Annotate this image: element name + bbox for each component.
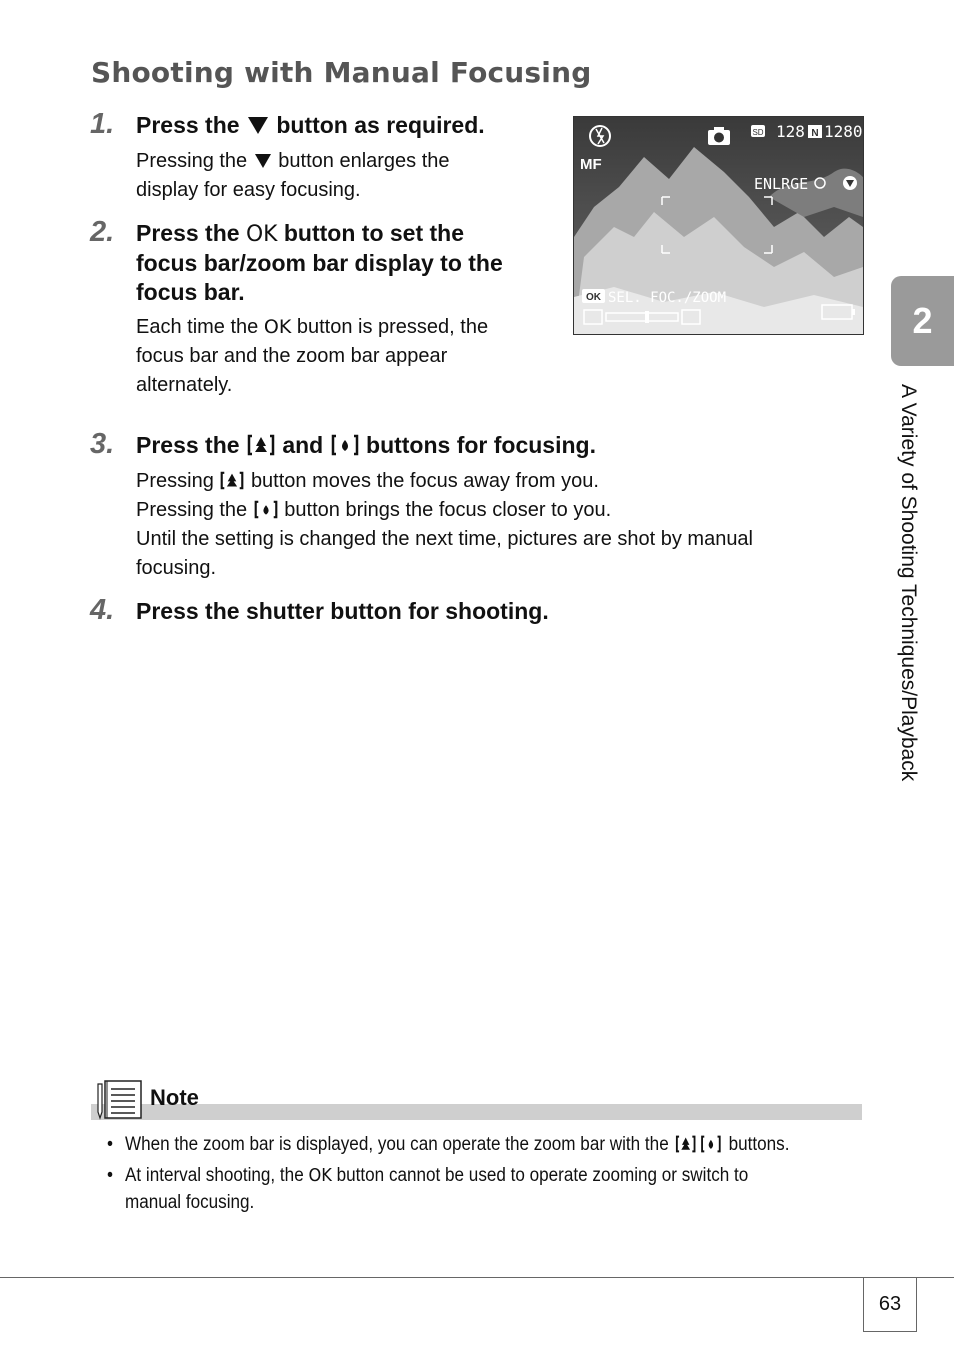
step-1-body-b: button enlarges the [278,150,450,172]
chapter-tab: 2 [891,276,954,366]
step-2-heading-a: Press the [136,220,240,246]
step-4-number: 4. [90,594,115,626]
down-arrow-icon [255,154,271,168]
ok-button-glyph: OK [245,222,278,247]
step-3-body-4: focusing. [136,557,217,579]
focus-bar-indicator [645,311,649,323]
lcd-image-size: 1280 [824,122,863,141]
note-item-1-b: buttons. [728,1134,790,1155]
step-1-heading-a: Press the [136,112,240,138]
lcd-quality-text: N [811,128,819,139]
step-3-heading-b: and [282,432,324,458]
step-3-body-1b: button moves the focus away from you. [250,470,599,492]
step-3-number: 3. [90,428,115,460]
lcd-mode-mf: MF [580,156,602,173]
step-1-body [136,147,450,205]
step-2-number: 2. [90,216,115,248]
camera-lcd-screenshot [573,116,864,335]
step-1-heading [136,111,485,140]
step-3-heading-a: Press the [136,432,240,458]
step-2-body [136,313,488,400]
focus-near-button-icon [700,1135,723,1153]
step-3-body-2b: button brings the focus closer to you. [284,499,612,521]
step-1-body-c: display for easy focusing. [136,179,361,201]
step-1-body-a: Pressing the [136,150,248,172]
ok-button-glyph: OK [263,316,292,338]
footer-rule [0,1277,954,1278]
page-title: Shooting with Manual Focusing [91,56,592,89]
step-2-body-c: focus bar and the zoom bar appear [136,345,448,367]
note-item-2-b: button cannot be used to operate zooming or switch to manual focusing. [125,1165,749,1213]
note-list [107,1131,791,1220]
step-3-heading-c: buttons for focusing. [366,432,596,458]
chapter-side-label: A Variety of Shooting Techniques/Playback [897,384,920,782]
note-header-bar [91,1104,862,1120]
down-arrow-icon [248,117,268,134]
step-1-number: 1. [90,108,115,140]
focus-far-button-icon [247,434,275,456]
step-2-heading-d: focus bar. [136,279,245,305]
lcd-select-text: SEL. FOC./ZOOM [608,290,727,306]
lcd-enlarge-text: ENLRGE [754,175,809,193]
step-2-heading [136,219,556,307]
step-3-body-3: Until the setting is changed the next time, pictures are shot by manual [136,528,754,550]
step-3-body-2a: Pressing the [136,499,248,521]
lcd-scene [574,117,863,334]
note-pad-icon [95,1080,143,1120]
lcd-ok-key-text: OK [586,292,601,303]
note-item [107,1131,791,1158]
step-4-heading: Press the shutter button for shooting. [136,598,549,624]
step-1-heading-b: button as required. [276,112,485,138]
lcd-sd-text: SD [752,128,764,137]
focus-near-button-icon [254,500,278,519]
step-2-body-a: Each time the [136,316,259,338]
focus-far-button-icon [220,471,244,490]
step-2-body-d: alternately. [136,374,233,396]
lcd-shots-remaining: 128 [776,122,805,141]
focus-near-button-icon [331,434,359,456]
step-3-heading [136,431,596,460]
focus-far-button-icon [674,1135,697,1153]
note-item [107,1162,791,1216]
step-3-body-1a: Pressing [136,470,214,492]
step-2-heading-b: button to set the [283,220,465,246]
step-2-heading-c: focus bar/zoom bar display to the [136,250,503,276]
page-number: 63 [863,1277,917,1332]
note-item-1-a: When the zoom bar is displayed, you can operate the zoom bar with the [125,1134,669,1155]
step-3-body [136,467,753,583]
note-item-2-a: At interval shooting, the [125,1165,304,1186]
note-label: Note [150,1085,199,1110]
ok-button-glyph: OK [308,1165,332,1186]
step-2-body-b: button is pressed, the [296,316,489,338]
